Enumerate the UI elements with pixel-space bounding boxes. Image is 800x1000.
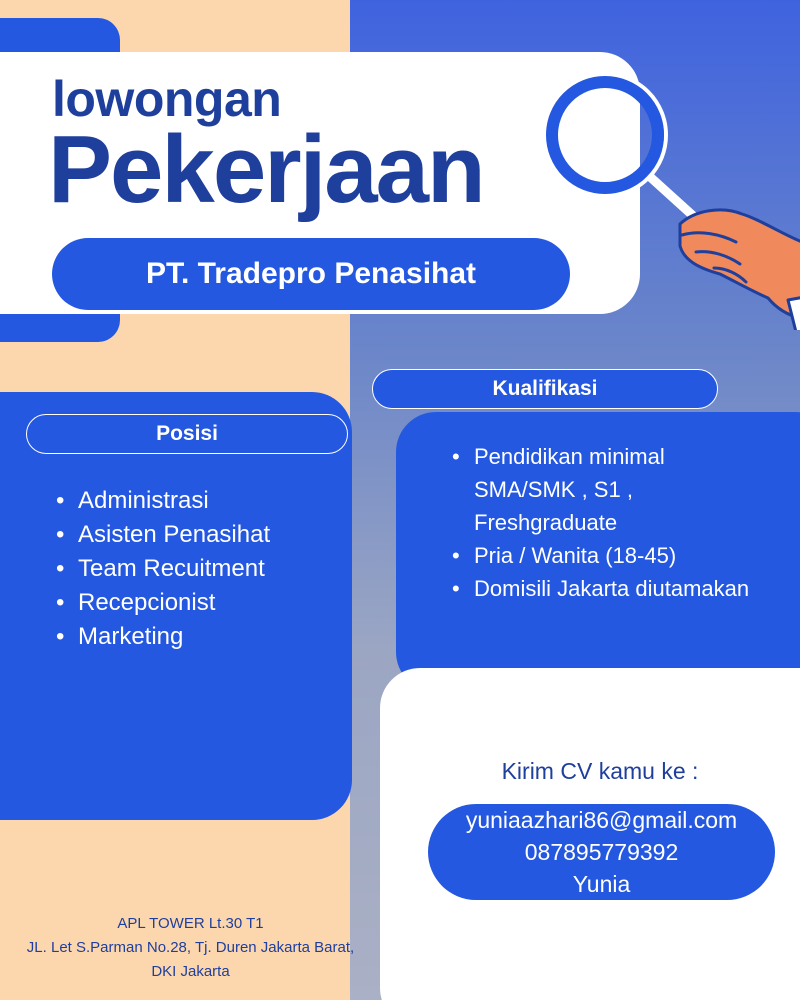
list-item-line: SMA/SMK , S1 , bbox=[474, 477, 633, 502]
list-item-line: Freshgraduate bbox=[474, 510, 618, 535]
kualifikasi-heading: Kualifikasi bbox=[372, 369, 718, 409]
list-item bbox=[452, 440, 749, 539]
contact-email[interactable]: yuniaazhari86@gmail.com bbox=[465, 807, 738, 833]
address-line: JL. Let S.Parman No.28, Tj. Duren Jakarta Barat, bbox=[26, 939, 355, 956]
list-item: • Administrasi bbox=[56, 484, 270, 518]
contact-info-badge bbox=[428, 804, 775, 900]
contact-phone[interactable]: 087895779392 bbox=[524, 839, 679, 865]
list-item: • Team Recuitment bbox=[56, 552, 270, 586]
list-item: • Asisten Penasihat bbox=[56, 518, 270, 552]
list-item-line: Domisili Jakarta diutamakan bbox=[474, 576, 750, 601]
list-item: • Recepcionist bbox=[56, 586, 270, 620]
posisi-list bbox=[56, 484, 270, 654]
list-item-line: Pendidikan minimal bbox=[474, 444, 665, 469]
list-item bbox=[452, 539, 749, 572]
contact-name: Yunia bbox=[572, 871, 631, 897]
posisi-heading: Posisi bbox=[26, 414, 348, 454]
kualifikasi-list bbox=[452, 440, 749, 605]
contact-prompt: Kirim CV kamu ke : bbox=[501, 758, 699, 784]
title-big: Pekerjaan bbox=[48, 116, 484, 223]
title-small: lowongan bbox=[52, 71, 282, 127]
company-name-badge: PT. Tradepro Penasihat bbox=[52, 238, 570, 310]
list-item bbox=[452, 572, 749, 605]
list-item: • Marketing bbox=[56, 620, 270, 654]
magnifying-glass-hand-icon bbox=[530, 70, 800, 330]
address-line: DKI Jakarta bbox=[151, 963, 230, 980]
company-address bbox=[18, 912, 363, 984]
list-item-line: Pria / Wanita (18-45) bbox=[474, 543, 677, 568]
address-line: APL TOWER Lt.30 T1 bbox=[117, 915, 264, 932]
